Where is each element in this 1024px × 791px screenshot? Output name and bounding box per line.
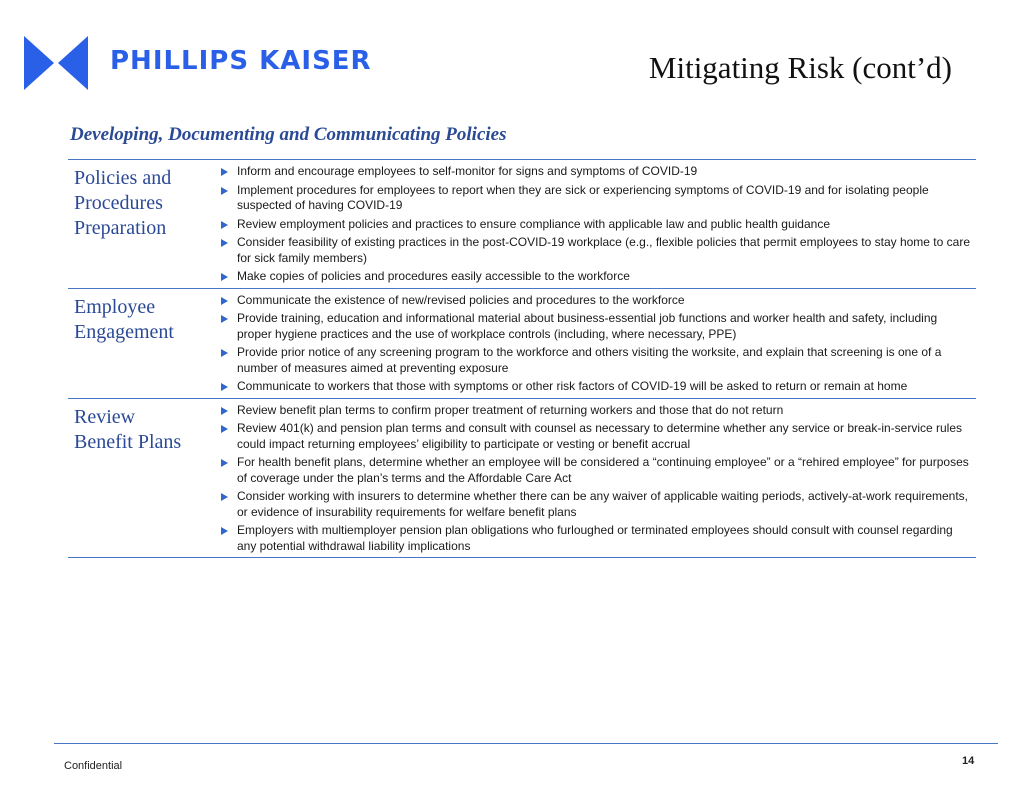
policy-row <box>68 159 976 288</box>
bullet-arrow-icon <box>221 168 228 176</box>
bullet-text: Consider feasibility of existing practices in the post-COVID-19 workplace (e.g., flexible policies that permit employees to stay home to care for sick family members) <box>237 235 970 265</box>
bullet-item <box>220 489 976 520</box>
bullet-item <box>220 311 976 342</box>
slide-title: Mitigating Risk (cont’d) <box>648 50 952 85</box>
bullet-text: Make copies of policies and procedures easily accessible to the workforce <box>237 269 630 283</box>
bullet-arrow-icon <box>221 459 228 467</box>
row-heading: Employee Engagement <box>74 295 174 343</box>
bullet-item <box>220 523 976 554</box>
bullet-arrow-icon <box>221 407 228 415</box>
bullet-text: Provide prior notice of any screening program to the workforce and others visiting the worksite, and explain that screening is one of a number of measures aimed at preventing exposure <box>237 345 942 375</box>
footer-confidential: Confidential <box>64 760 123 772</box>
bullet-item <box>220 421 976 452</box>
bullet-text: Implement procedures for employees to report when they are sick or experiencing symptoms of COVID-19 and for isolating people suspected of having COVID-19 <box>237 182 929 212</box>
bullet-arrow-icon <box>221 493 228 501</box>
bullet-arrow-icon <box>221 383 228 391</box>
bullet-text: Provide training, education and informational material about business-essential job functions and worker health and safety, including proper hygiene practices and the use of workplace controls (including, where necessary, PPE) <box>237 311 938 341</box>
bullet-item <box>220 345 976 376</box>
bullet-text: Review benefit plan terms to confirm proper treatment of returning workers and those that do not return <box>237 402 784 417</box>
policy-row <box>68 398 976 559</box>
bullet-item <box>220 293 976 309</box>
bullet-text: Consider working with insurers to determine whether there can be any waiver of applicable waiting periods, actively-at-work requirements, or evidence of insurability requirements for welfare benefit plans <box>237 489 969 519</box>
bullet-item <box>220 235 976 266</box>
brand-name: PHILLIPS KAISER <box>110 46 372 76</box>
bullet-arrow-icon <box>221 349 228 357</box>
bullet-text: Review 401(k) and pension plan terms and consult with counsel as necessary to determine whether any service or break-in-service rules could impact returning employees’ eligibility to participate or vesting or benefit accrual <box>237 421 963 451</box>
policy-row <box>68 288 976 398</box>
bullet-item <box>220 217 976 233</box>
bullet-text: Review employment policies and practices to ensure compliance with applicable law and public health guidance <box>237 216 831 231</box>
bullet-arrow-icon <box>221 239 228 247</box>
bullet-arrow-icon <box>221 425 228 433</box>
bullet-arrow-icon <box>221 297 228 305</box>
bullet-text: Employers with multiemployer pension plan obligations who furloughed or terminated employees should consult with counsel regarding any potential withdrawal liability implications <box>237 523 953 553</box>
bullet-list <box>220 164 976 285</box>
bullet-item <box>220 164 976 180</box>
bullet-item <box>220 379 976 395</box>
footer-divider <box>54 743 998 744</box>
bullet-arrow-icon <box>221 221 228 229</box>
bullet-text: Communicate the existence of new/revised policies and procedures to the workforce <box>237 292 685 307</box>
bullet-list <box>220 403 976 555</box>
policy-table <box>68 159 976 558</box>
bullet-arrow-icon <box>221 273 228 281</box>
bullet-text: Inform and encourage employees to self-monitor for signs and symptoms of COVID-19 <box>237 164 698 178</box>
bullet-item <box>220 269 976 285</box>
page-number: 14 <box>962 755 975 767</box>
bullet-arrow-icon <box>221 187 228 195</box>
bullet-item <box>220 403 976 419</box>
phillips-kaiser-logo-icon <box>24 36 88 90</box>
bullet-arrow-icon <box>221 527 228 535</box>
row-heading: Policies and Procedures Preparation <box>74 167 172 239</box>
row-heading: Review Benefit Plans <box>74 405 182 453</box>
bullet-list <box>220 293 976 395</box>
bullet-arrow-icon <box>221 315 228 323</box>
section-title: Developing, Documenting and Communicating Policies <box>70 124 507 145</box>
bullet-item <box>220 183 976 214</box>
bullet-item <box>220 455 976 486</box>
bullet-text: Communicate to workers that those with symptoms or other risk factors of COVID-19 will be asked to return or remain at home <box>237 379 908 393</box>
bullet-text: For health benefit plans, determine whether an employee will be considered a “continuing employee” or a “rehired employee” for purposes of coverage under the plan’s terms and the Affordable Care Act <box>237 455 969 485</box>
